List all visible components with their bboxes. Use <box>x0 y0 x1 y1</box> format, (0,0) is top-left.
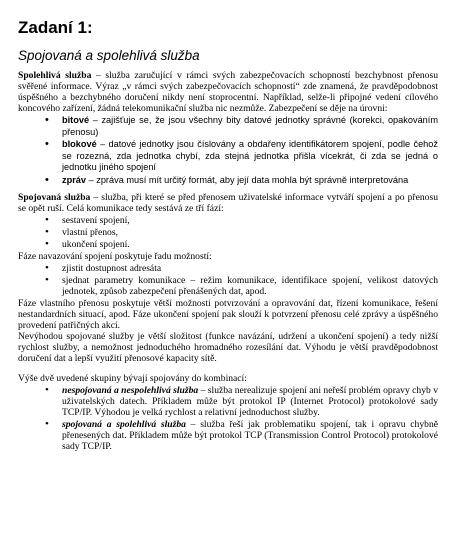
levels-list <box>18 115 438 186</box>
list-term: blokové <box>62 139 97 149</box>
list-term: spojovaná a spolehlivá služba <box>62 419 186 430</box>
combinations-list <box>18 385 438 452</box>
list-term: zpráv <box>62 174 87 185</box>
list-item: • sestavení spojení, <box>62 215 438 226</box>
list-item <box>62 139 438 174</box>
page-title: Zadaní 1: <box>18 18 93 37</box>
list-text: – služba řeší jak problematiku spojení, tak i opravu chybně přenesených dat. Příkladem může být protokol TCP (Transmission Control Protocol) protokolové sady TCP/IP. <box>62 419 439 452</box>
list-item <box>62 115 438 138</box>
list-term: bitové <box>62 115 90 125</box>
paragraph-text: – služba zaručující v rámci svých zabezpečovacích schopností bezchybnost přenosu svěřené informace. Výraz „v rámci svých zabezpečovacích schopností“ zde znamená, že pravděpodobnost úspěšného a bezchybného doručení nikdy není stoprocentní. Například, selže-li připojné vedení cílového koncového zařízení, žádná telekomunikační služba nic nezmůže. Zabezpečení se děje na úrovni: <box>18 70 438 114</box>
list-item <box>62 175 438 187</box>
list-term: nespojovaná a nespolehlivá služba <box>62 385 199 396</box>
list-item: • zjistit dostupnost adresáta <box>62 263 438 274</box>
paragraph-combinations-intro: Výše dvě uvedené skupiny bývají spojovány do kombinací: <box>18 373 247 384</box>
paragraph-transfer-phase: Fáze vlastního přenosu poskytuje větší možnosti potvrzování a opravování dat, řízení komunikace, řešení nestandardních situací, apod. Fáze ukončení spojení pak slouží k potvrzení přenosu celé zprávy a úspěšného provedení patřičných akcí. <box>18 298 438 331</box>
list-item: • sjednat parametry komunikace – režim komunikace, identifikace spojení, velikost datových jednotek, způsob zabezpečení přenášených dat, apod. <box>62 275 438 297</box>
list-item <box>62 385 438 418</box>
paragraph-options-intro: Fáze navazování spojení poskytuje řadu možností: <box>18 251 212 262</box>
list-item <box>62 419 438 452</box>
list-text: – služba nerealizuje spojení ani neřeší problém opravy chyb v uživatelských datech. Příkladem může být protokol IP (Internet Protocol) protokolové sady TCP/IP. Výhodou je velká rychlost a relativní jednoduchost služby. <box>62 385 438 418</box>
list-text: – datové jednotky jsou číslovány a obdařeny identifikátorem spojení, podle čehož se rozezná, zda jednotka chybí, zda stejná jednotka přišla vícekrát, či zda se jedná o jednotku jiného spojení <box>62 139 438 172</box>
phases-list <box>18 215 438 250</box>
list-item: • ukončení spojení. <box>62 239 438 250</box>
paragraph-text: – služba, při které se před přenosem uživatelské informace vytváří spojení a po přenosu se opět ruší. Celá komunikace tedy sestává ze tří fází: <box>18 192 438 214</box>
term-reliable-service: Spolehlivá služba <box>18 70 92 81</box>
section-title: Spojovaná a spolehlivá služba <box>18 48 200 63</box>
options-list <box>18 263 438 297</box>
document-body <box>18 70 438 452</box>
term-connection-service: Spojovaná služba <box>18 192 91 203</box>
paragraph-connection-service <box>18 192 438 214</box>
paragraph-disadvantages: Nevýhodou spojované služby je větší složitost (funkce navázání, udržení a ukončení spojení) a tedy nižší rychlost služby, a nemožnost jednoduchého hromadného rozesílání dat. Výhodu je větší pravděpodobnost doručení dat a lepší využití přenosové kapacity sítě. <box>18 331 438 364</box>
paragraph-reliable-service <box>18 70 438 114</box>
list-item: • vlastní přenos, <box>62 227 438 238</box>
list-text: – zajišťuje se, že jsou všechny bity datové jednotky správné (korekci, opakováním přenosu) <box>62 115 438 137</box>
list-text: – zpráva musí mít určitý formát, aby její data mohla být správně interpretována <box>86 174 409 185</box>
